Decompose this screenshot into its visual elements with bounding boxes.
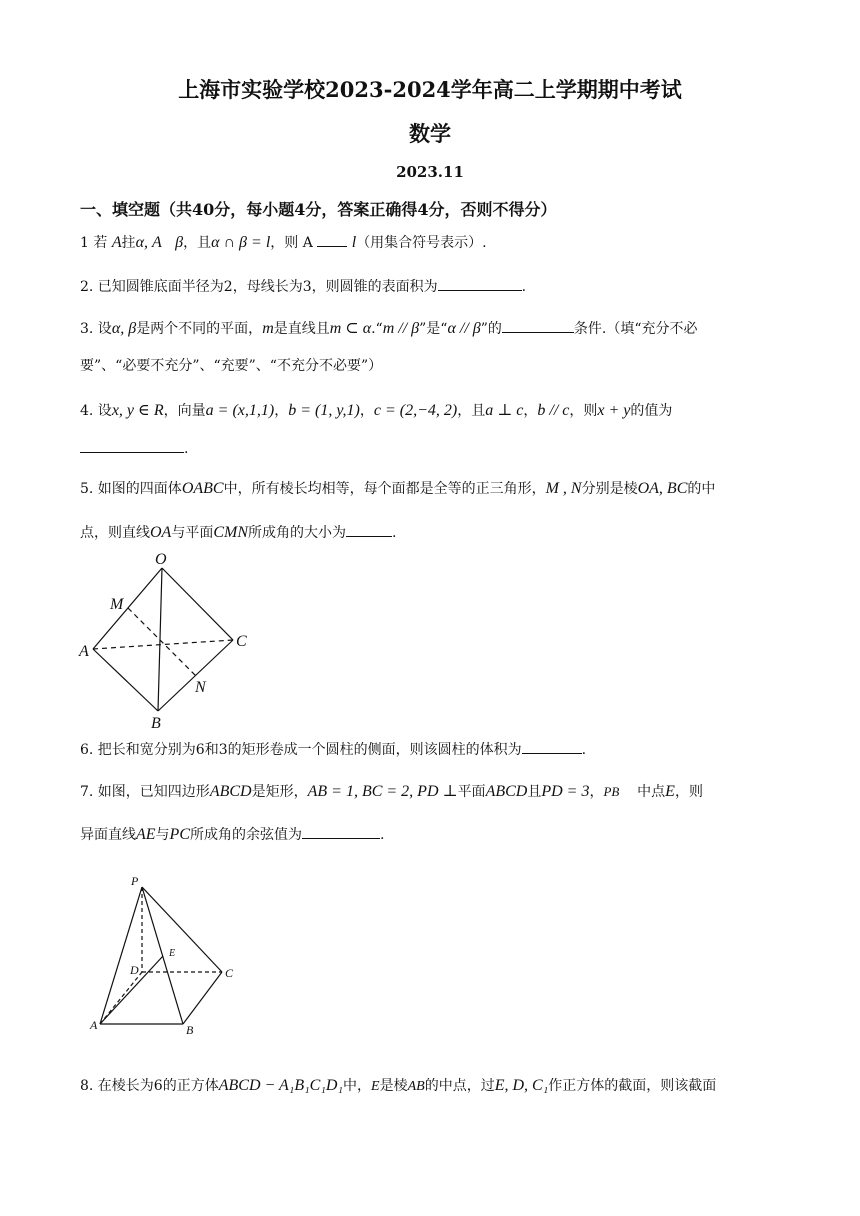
label-c: C — [225, 966, 234, 980]
q7-math: PD = 3 — [541, 783, 590, 800]
question-4 — [80, 400, 672, 420]
question-4-line-2 — [80, 438, 188, 457]
q8-text: 8. 在棱长为6的正方体 — [80, 1078, 219, 1094]
label-b: B — [151, 715, 161, 732]
q4-text: ，则 — [569, 403, 598, 419]
answer-blank[interactable] — [522, 739, 582, 754]
q7-text: 且 — [527, 784, 542, 800]
question-2 — [80, 276, 526, 296]
question-6 — [80, 739, 586, 759]
q4-text: ，向量 — [163, 403, 206, 419]
edge-pc — [142, 887, 222, 972]
q4-math: c = (2,−4, 2) — [373, 402, 458, 419]
q1-math: A — [111, 234, 122, 251]
edge-oa — [93, 568, 162, 649]
q5-end: . — [392, 525, 397, 541]
q4-text: 的值为 — [630, 403, 673, 419]
q7-math: ABCD — [485, 783, 528, 800]
label-c: C — [236, 633, 247, 650]
q2-end: . — [521, 279, 527, 295]
q3-math: α, β — [111, 320, 137, 337]
q7-end: . — [380, 827, 385, 843]
q4-text: ， — [523, 403, 538, 419]
q1-math: α ∩ β = l — [211, 234, 271, 251]
q8-math: AB — [407, 1079, 425, 1094]
question-7-line-2 — [80, 824, 384, 844]
q8-text: 作正方体的截面，则该截面 — [548, 1078, 717, 1094]
q3-text: ”的 — [480, 321, 502, 337]
q7-text: 中点 — [637, 784, 666, 800]
q7-math: PC — [169, 826, 190, 843]
q5-text: 与平面 — [171, 525, 214, 541]
edge-oc — [162, 568, 233, 640]
q1-text: 1 若 — [80, 235, 108, 251]
q7-text: 所成角的余弦值为 — [190, 827, 302, 843]
edge-ad-hidden — [100, 972, 142, 1024]
segment-mn-hidden — [128, 608, 196, 676]
exam-date: 2023.11 — [396, 163, 464, 181]
q4-math: a ⊥ c — [485, 402, 524, 419]
edge-pb — [142, 887, 183, 1024]
question-1 — [80, 232, 487, 252]
q7-math: PB — [603, 784, 620, 799]
q8-text: 的中点，过 — [424, 1078, 495, 1094]
question-3 — [80, 318, 698, 338]
label-d: D — [130, 963, 139, 977]
q7-text: ，则 — [674, 784, 703, 800]
q3-math: m — [262, 320, 274, 337]
answer-blank[interactable] — [317, 232, 347, 247]
answer-blank[interactable] — [502, 318, 574, 333]
q6-end: . — [581, 742, 587, 758]
q3-text: 条件.（填“充分不必 — [573, 321, 698, 337]
q7-text: 平面 — [457, 784, 486, 800]
q7-text: 与 — [155, 827, 170, 843]
edge-pa — [100, 887, 142, 1024]
q8-math: E, D, C₁ — [494, 1077, 549, 1094]
q5-math: OA, BC — [637, 480, 688, 497]
q8-math: E — [371, 1079, 380, 1094]
q5-text: 分别是棱 — [581, 481, 638, 497]
edge-ob — [158, 568, 162, 711]
q5-text: 所成角的大小为 — [248, 525, 346, 541]
q5-math: OABC — [181, 480, 224, 497]
q7-text: 异面直线 — [80, 827, 136, 843]
edge-bc — [158, 640, 233, 711]
question-3-line-2: 要”、“必要不充分”、“充要”、“不充分不必要”） — [80, 358, 383, 374]
q5-math: CMN — [213, 524, 248, 541]
q4-end: . — [184, 441, 189, 457]
q3-text: 是两个不同的平面， — [136, 321, 263, 337]
q8-text: 是棱 — [379, 1078, 408, 1094]
label-a: A — [79, 643, 89, 660]
edge-ab — [93, 649, 158, 711]
edge-ac-hidden — [93, 640, 233, 649]
q1-text: 拄 — [121, 235, 136, 251]
q2-text: 2. 已知圆锥底面半径为2，母线长为3，则圆锥的表面积为 — [80, 279, 438, 295]
q1-math: l — [351, 234, 357, 251]
q7-text: 7. 如图，已知四边形 — [80, 784, 210, 800]
q5-math: M , N — [545, 480, 582, 497]
section-title: 一、填空题（共40分，每小题4分，答案正确得4分，否则不得分） — [80, 200, 557, 219]
label-e: E — [169, 948, 176, 959]
q7-text: ， — [589, 784, 604, 800]
q8-math: ABCD − A₁B₁C₁D₁ — [218, 1077, 344, 1094]
label-b: B — [186, 1023, 194, 1037]
answer-blank[interactable] — [438, 276, 522, 291]
q8-text: 中， — [343, 1078, 372, 1094]
label-m: M — [110, 596, 124, 613]
q1-math: β — [175, 234, 184, 251]
q6-text: 6. 把长和宽分别为6和3的矩形卷成一个圆柱的侧面，则该圆柱的体积为 — [80, 742, 522, 758]
q4-math: a = (x,1,1) — [205, 402, 275, 419]
q3-text: 3. 设 — [80, 321, 112, 337]
label-n: N — [195, 679, 206, 696]
tetrahedron-figure — [75, 545, 265, 735]
q7-math: ABCD — [209, 783, 252, 800]
question-5 — [80, 478, 715, 498]
q4-text: ， — [274, 403, 289, 419]
q7-math: E — [665, 783, 675, 800]
q4-math: b // c — [537, 402, 570, 419]
q5-text: 点，则直线 — [80, 525, 150, 541]
q3-math: m ⊂ α — [329, 320, 372, 337]
pyramid-figure — [85, 868, 255, 1038]
question-5-line-2 — [80, 522, 396, 542]
q7-math: AB = 1, BC = 2, PD ⊥ — [307, 783, 458, 800]
q7-math: AE — [136, 826, 156, 843]
q5-math: OA — [150, 524, 172, 541]
q3-text: ”是“ — [419, 321, 448, 337]
q3-math: α // β — [447, 320, 481, 337]
q4-math: x + y — [597, 402, 631, 419]
subject-title: 数学 — [409, 121, 451, 146]
label-o: O — [155, 551, 167, 568]
q4-text: ，且 — [457, 403, 486, 419]
q1-text: ，则 A — [270, 235, 318, 251]
q1-math: α, A — [135, 234, 162, 251]
q4-text: ， — [359, 403, 374, 419]
label-p: P — [131, 874, 139, 888]
q4-text: 4. 设 — [80, 403, 112, 419]
page-title: 上海市实验学校2023-2024学年高二上学期期中考试 — [178, 77, 682, 102]
answer-blank[interactable] — [302, 824, 380, 839]
q5-text: 中，所有棱长均相等，每个面都是全等的正三角形， — [223, 481, 546, 497]
q5-text: 5. 如图的四面体 — [80, 481, 182, 497]
answer-blank[interactable] — [80, 438, 184, 453]
q3-math: m // β — [382, 320, 420, 337]
q3-text: 是直线且 — [273, 321, 330, 337]
q1-text: （用集合符号表示）. — [356, 235, 487, 251]
q4-math: x, y ∈ R — [111, 402, 164, 419]
q5-text: 的中 — [687, 481, 716, 497]
q4-math: b = (1, y,1) — [288, 402, 360, 419]
q1-text: ，且 — [183, 235, 212, 251]
answer-blank[interactable] — [346, 522, 392, 537]
question-8 — [80, 1075, 716, 1095]
question-7 — [80, 781, 703, 801]
q7-text: 是矩形， — [251, 784, 308, 800]
q3-text: .“ — [371, 321, 383, 337]
edge-bc — [183, 972, 222, 1024]
label-a: A — [90, 1018, 98, 1032]
